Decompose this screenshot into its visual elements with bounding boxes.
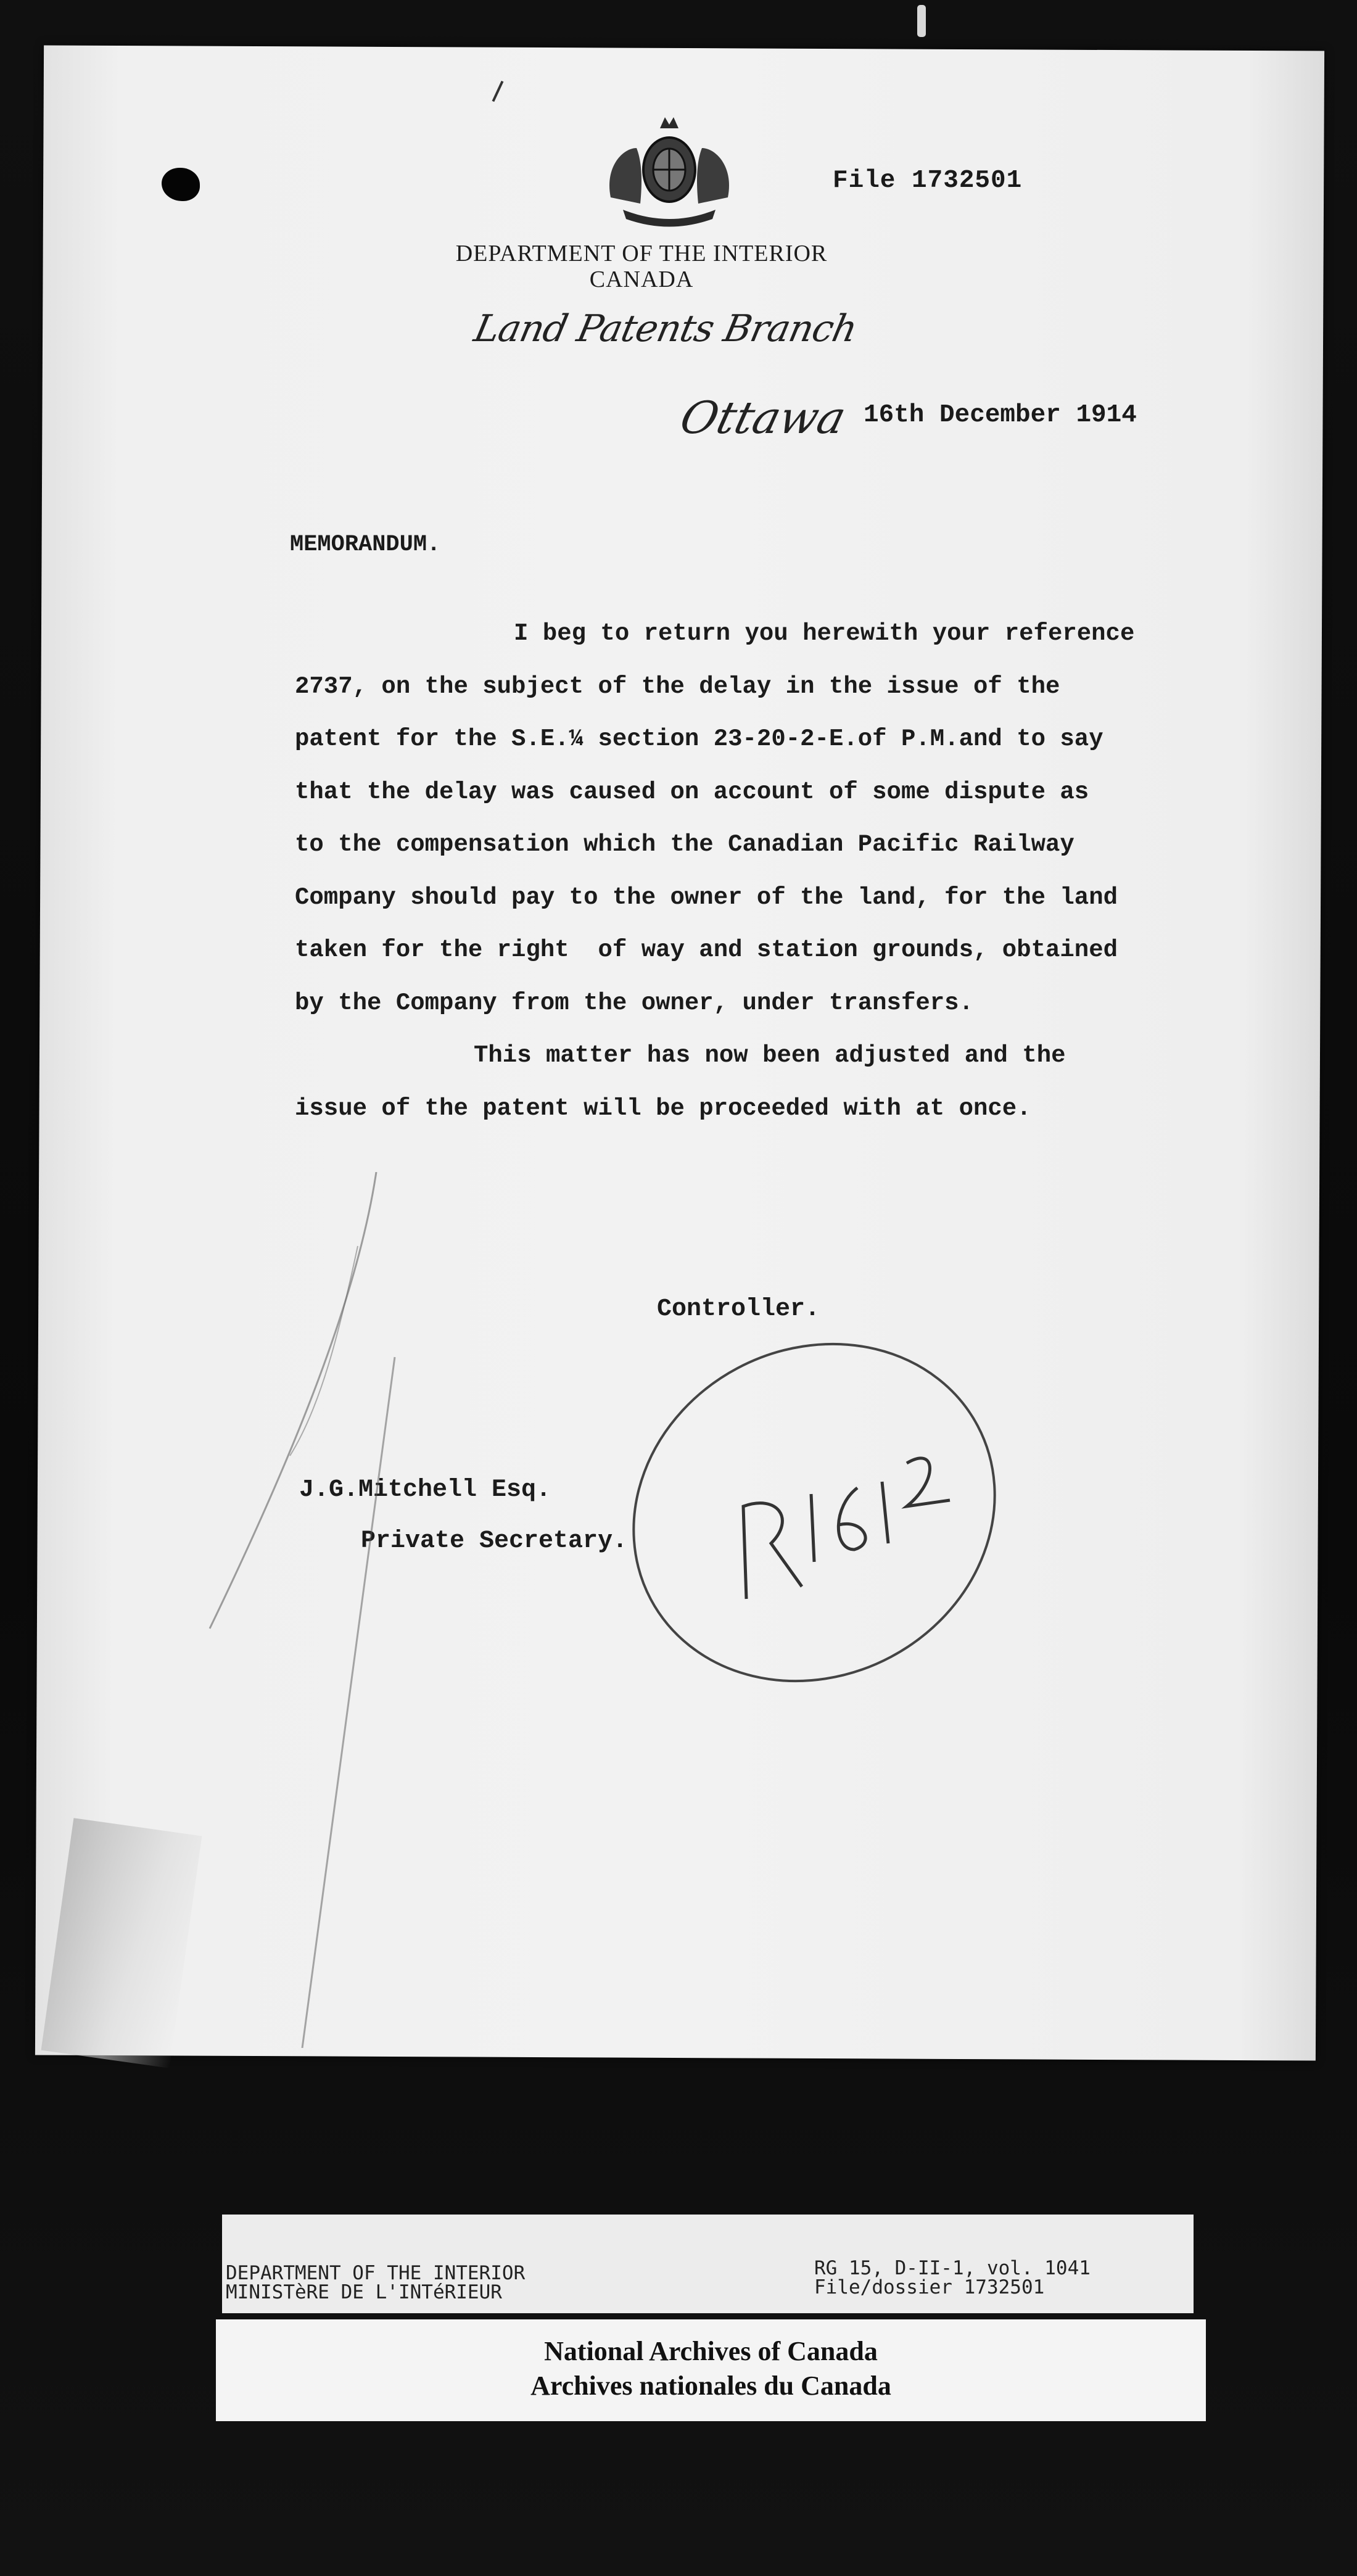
department-heading [407, 241, 876, 292]
staple-mark [917, 5, 926, 37]
punch-hole [162, 168, 200, 201]
pencil-scribble [173, 1172, 432, 2048]
memo-line: 2737, on the subject of the delay in the issue of the [295, 672, 1060, 700]
label-department [226, 2264, 525, 2302]
memo-line: patent for the S.E.¼ section 23-20-2-E.of P.M.and to say [295, 725, 1103, 753]
memo-line: This matter has now been adjusted and the [474, 1042, 1066, 1069]
signature-controller: Controller. [657, 1295, 820, 1323]
memo-line: I beg to return you herewith your reference [514, 620, 1135, 647]
department-name: DEPARTMENT OF THE INTERIOR [455, 241, 828, 266]
file-number: File 1732501 [833, 167, 1023, 195]
label-dept-fr: MINISTèRE DE L'INTéRIEUR [226, 2281, 502, 2303]
memo-line: taken for the right of way and station grounds, obtained [295, 936, 1118, 964]
addressee-title: Private Secretary. [361, 1527, 628, 1555]
label-reference [814, 2259, 1091, 2297]
archive-name-fr: Archives nationales du Canada [530, 2371, 891, 2401]
branch-name: Land Patents Branch [470, 307, 861, 350]
memo-line: that the delay was caused on account of some dispute as [295, 778, 1089, 806]
handwritten-stamp-note [617, 1340, 1012, 1685]
memo-line: Company should pay to the owner of the land, for the land [295, 883, 1118, 911]
archive-reference-label [222, 2215, 1194, 2313]
memo-line: issue of the patent will be proceeded with at once. [295, 1094, 1031, 1122]
letter-date: 16th December 1914 [864, 401, 1137, 429]
department-country: CANADA [589, 266, 694, 292]
memo-body [295, 620, 1195, 1147]
royal-coat-of-arms-icon [598, 111, 740, 228]
label-dept-en: DEPARTMENT OF THE INTERIOR [226, 2262, 526, 2284]
addressee-name: J.G.Mitchell Esq. [299, 1476, 551, 1504]
archive-name-en: National Archives of Canada [544, 2336, 878, 2366]
label-file-ref: File/dossier 1732501 [814, 2276, 1045, 2298]
memo-heading: MEMORANDUM. [290, 532, 441, 558]
letter-city: Ottawa [675, 392, 851, 444]
memo-line: to the compensation which the Canadian Pacific Railway [295, 831, 1074, 858]
label-rg-ref: RG 15, D-II-1, vol. 1041 [814, 2257, 1091, 2279]
archive-name-label [216, 2319, 1206, 2421]
memo-line: by the Company from the owner, under transfers. [295, 989, 973, 1017]
